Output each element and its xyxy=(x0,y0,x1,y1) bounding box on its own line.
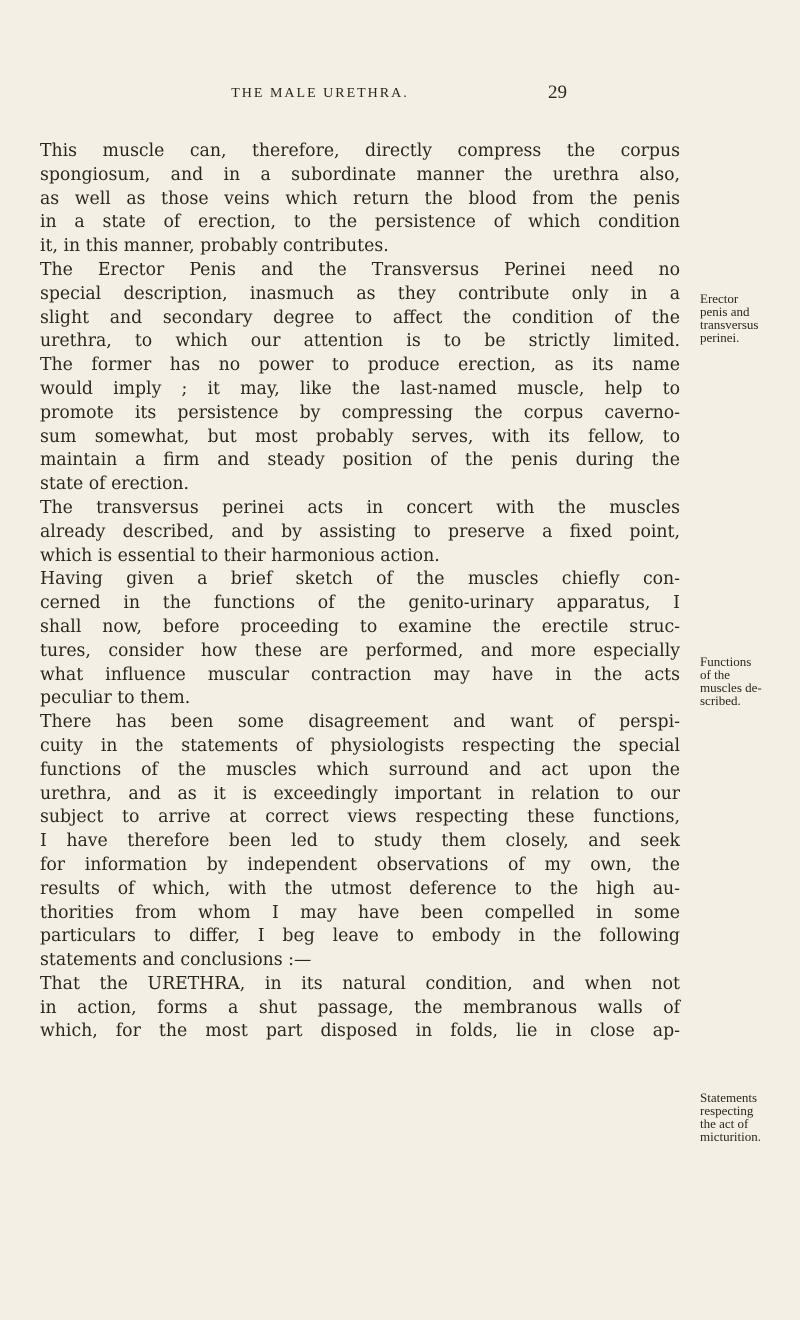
body-text xyxy=(40,140,680,1044)
text-line: The transversus perinei acts in concert with the muscles xyxy=(40,497,680,518)
text-line: cuity in the statements of physiologists respecting the special xyxy=(40,735,680,756)
sidenote-functions xyxy=(700,655,796,707)
sidenote-line: scribed. xyxy=(700,693,741,708)
sidenote-line: perinei. xyxy=(700,330,740,345)
text-line: which is essential to their harmonious action. xyxy=(40,545,440,566)
sidenote-line: Functions xyxy=(700,654,752,669)
text-line: functions of the muscles which surround and act upon the xyxy=(40,759,680,780)
text-line: as well as those veins which return the blood from the penis xyxy=(40,188,680,209)
sidenote-line: Statements xyxy=(700,1090,758,1105)
text-line: This muscle can, therefore, directly compress the corpus xyxy=(40,141,680,161)
text-line: for information by independent observations of my own, the xyxy=(40,854,680,875)
text-line: Having given a brief sketch of the muscles chiefly con- xyxy=(40,569,680,590)
text-line: which, for the most part disposed in folds, lie in close ap- xyxy=(40,1021,680,1042)
text-line: special description, inasmuch as they contribute only in a xyxy=(40,283,680,304)
text-line: results of which, with the utmost deference to the high au- xyxy=(40,878,680,899)
text-line: particulars to differ, I beg leave to embody in the following xyxy=(40,926,680,947)
text-line: thorities from whom I may have been compelled in some xyxy=(40,902,680,923)
text-line: cerned in the functions of the genito-urinary apparatus, I xyxy=(40,593,680,614)
text-line: There has been some disagreement and want of perspi- xyxy=(40,712,680,733)
text-line: it, in this manner, probably contributes. xyxy=(40,236,389,257)
text-line: spongiosum, and in a subordinate manner the urethra also, xyxy=(40,164,680,185)
text-line: maintain a firm and steady position of the penis during the xyxy=(40,450,680,471)
sidenote-line: muscles de- xyxy=(700,680,762,695)
text-line: That the URETHRA, in its natural condition, and when not xyxy=(40,973,680,994)
sidenote-line: penis and xyxy=(700,304,750,319)
text-line: already described, and by assisting to preserve a fixed point, xyxy=(40,521,680,542)
text-line: statements and conclusions :— xyxy=(40,950,312,971)
text-line: peculiar to them. xyxy=(40,688,191,709)
sidenote-line: Erector xyxy=(700,291,739,306)
running-title: THE MALE URETHRA. xyxy=(231,86,409,101)
text-line: The Erector Penis and the Transversus Perinei need no xyxy=(40,259,680,280)
text-line: would imply ; it may, like the last-named muscle, help to xyxy=(40,378,680,399)
text-line: subject to arrive at correct views respecting these functions, xyxy=(40,807,680,828)
text-line: I have therefore been led to study them closely, and seek xyxy=(40,831,680,852)
text-line: The former has no power to produce erection, as its name xyxy=(40,355,680,376)
sidenote-statements xyxy=(700,1091,796,1143)
sidenote-line: of the xyxy=(700,667,730,682)
text-line: shall now, before proceeding to examine the erectile struc- xyxy=(40,616,680,637)
text-line: urethra, to which our attention is to be strictly limited. xyxy=(40,331,680,352)
text-line: promote its persistence by compressing the corpus caverno- xyxy=(40,402,680,423)
text-line: in a state of erection, to the persistence of which condition xyxy=(40,212,680,233)
text-line: slight and secondary degree to affect the condition of the xyxy=(40,307,680,328)
sidenote-line: micturition. xyxy=(700,1129,762,1144)
page-number: 29 xyxy=(548,82,567,103)
sidenote-line: the act of xyxy=(700,1116,749,1131)
running-head xyxy=(0,82,800,110)
text-line: tures, consider how these are performed, and more especially xyxy=(40,640,680,661)
text-line: in action, forms a shut passage, the membranous walls of xyxy=(40,997,680,1018)
text-line: sum somewhat, but most probably serves, with its fellow, to xyxy=(40,426,680,447)
text-line: state of erection. xyxy=(40,474,189,495)
sidenote-erector-penis xyxy=(700,292,796,344)
sidenote-line: respecting xyxy=(700,1103,754,1118)
text-line: urethra, and as it is exceedingly important in relation to our xyxy=(40,783,680,804)
sidenote-line: transversus xyxy=(700,317,759,332)
text-line: what influence muscular contraction may have in the acts xyxy=(40,664,680,685)
